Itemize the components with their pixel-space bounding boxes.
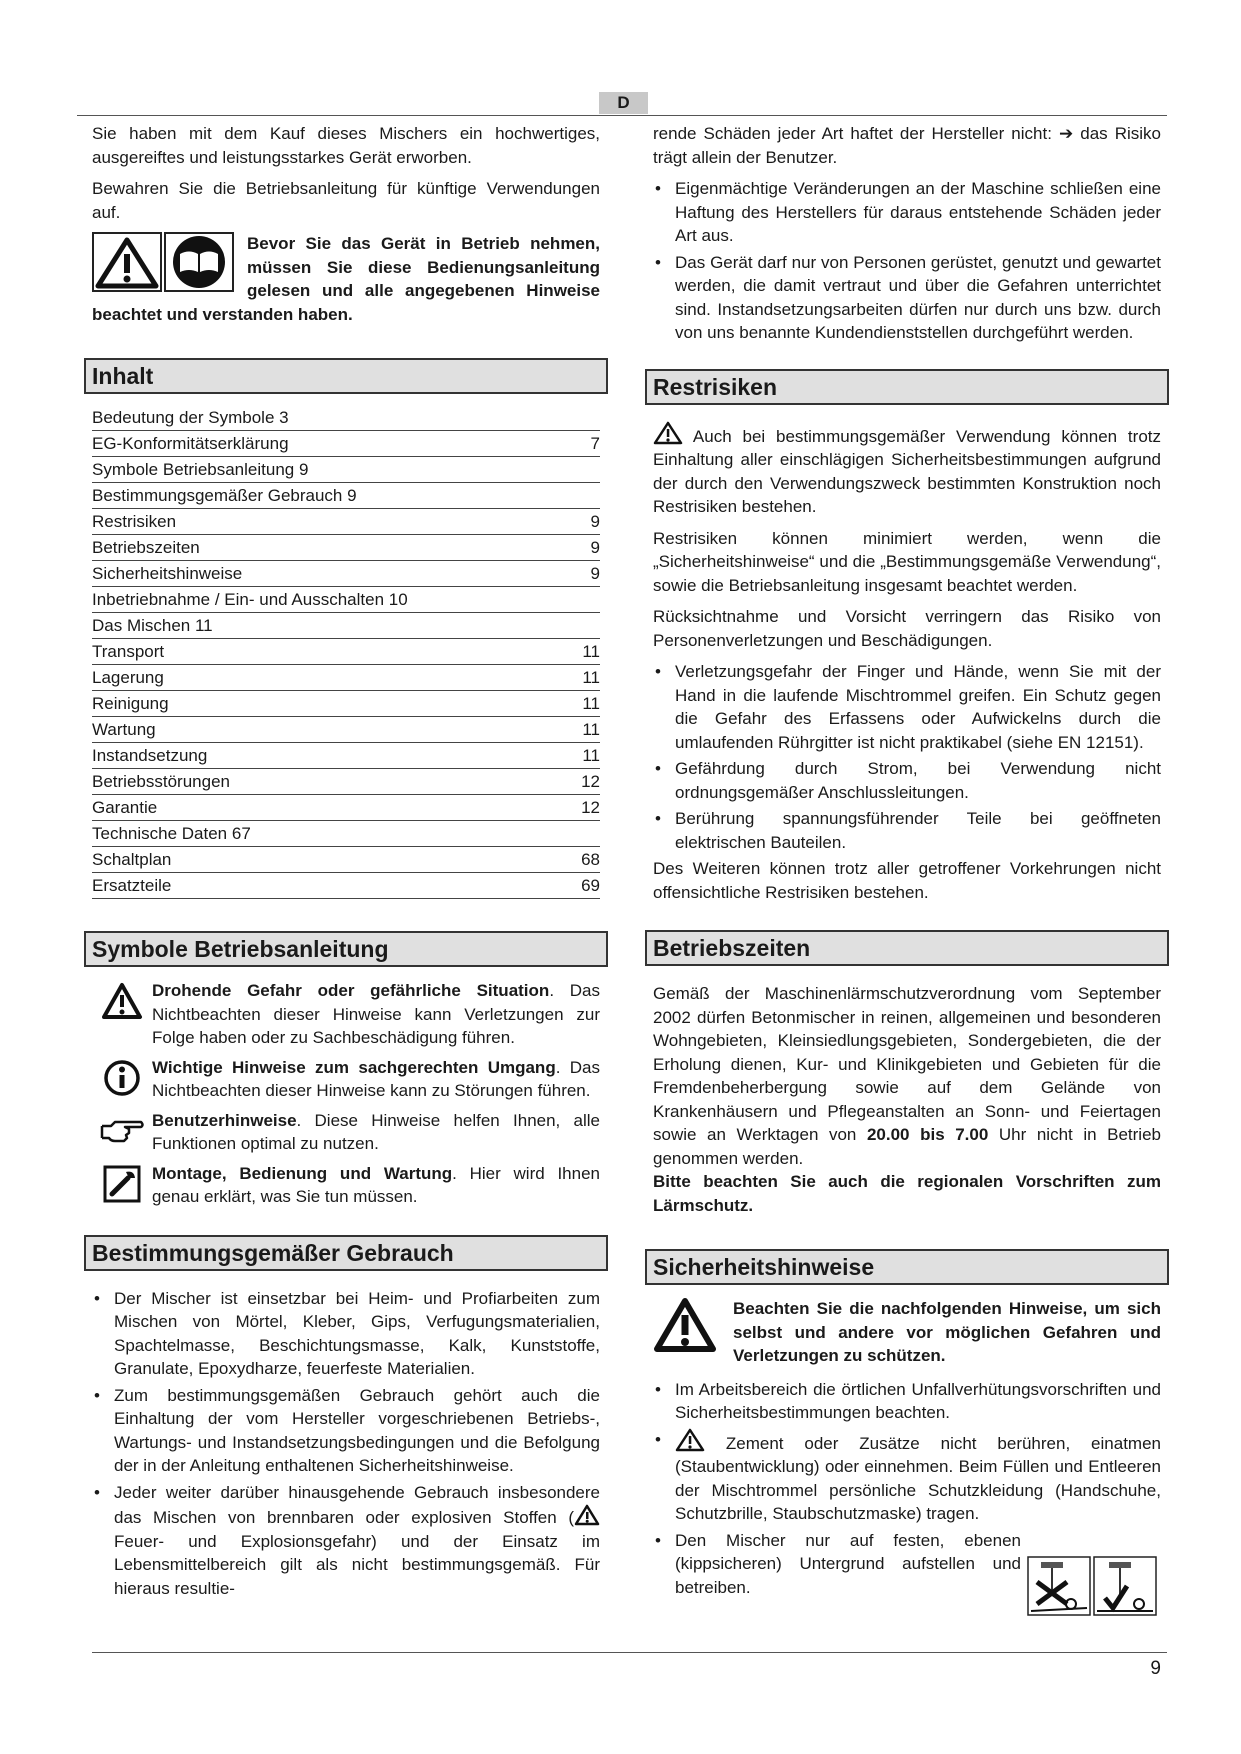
danger-icon <box>675 1428 705 1452</box>
safety-item-1: • Im Arbeitsbereich die örtlichen Unfallverhütungsvorschriften und Sicherheitsbestimmungen beachten. <box>653 1378 1161 1425</box>
toc-label: Instandsetzung <box>92 746 208 765</box>
toc-page: 9 <box>590 538 600 557</box>
toc-page: 11 <box>582 746 600 765</box>
pointing-hand-icon <box>92 1109 152 1153</box>
toc-label: Technische Daten 67 <box>92 824 251 843</box>
safety-warning-text: Beachten Sie die nachfolgenden Hinweise, um sich selbst und andere vor möglichen Gefahren und Verletzungen zu schützen. <box>733 1299 1161 1365</box>
restrisk-list <box>653 660 1161 854</box>
toc-row <box>92 510 600 535</box>
continuation-list <box>653 177 1161 345</box>
toc-page: 9 <box>590 512 600 531</box>
symbol-1-text: . Das Nichtbeachten dieser Hinweise kann Verletzungen zur Folge haben oder zu Sachbeschädigung führen. <box>152 981 600 1047</box>
symbol-3-bold: Benutzerhinweise <box>152 1110 297 1130</box>
toc-row <box>92 406 600 431</box>
toc-page: 12 <box>581 772 600 791</box>
toc-heading: Inhalt <box>84 358 608 394</box>
language-badge: D <box>599 92 648 114</box>
hours-heading: Betriebszeiten <box>645 930 1169 966</box>
use-item-3 <box>92 1481 600 1601</box>
symbols-list <box>92 979 600 1209</box>
symbol-row <box>92 979 600 1050</box>
right-column <box>653 122 1161 1602</box>
footer-rule <box>92 1652 1167 1653</box>
toc-page: 12 <box>581 798 600 817</box>
toc-label: Betriebsstörungen <box>92 772 230 791</box>
toc-row <box>92 432 600 457</box>
toc-row <box>92 692 600 717</box>
continuation-item-1: • Eigenmächtige Veränderungen an der Maschine schließen eine Haftung des Herstellers für daraus entstehende Schäden jeder Art aus. <box>653 177 1161 248</box>
intro-paragraph-2: Bewahren Sie die Betriebsanleitung für künftige Verwendungen auf. <box>92 179 600 222</box>
symbol-2-bold: Wichtige Hinweise zum sachgerechten Umgang <box>152 1057 556 1077</box>
restrisk-item-3: • Berührung spannungsführender Teile bei geöffneten elektrischen Bauteilen. <box>653 807 1161 854</box>
stable-ground-illustration <box>1027 1556 1157 1621</box>
toc-row <box>92 588 600 613</box>
toc-row <box>92 640 600 665</box>
danger-icon <box>653 421 683 445</box>
safety-item-3: • Den Mischer nur auf festen, ebenen (kippsicheren) Untergrund aufstellen und betreiben. <box>653 1529 1161 1600</box>
left-column <box>92 122 600 1603</box>
danger-icon <box>92 979 152 1023</box>
continuation-paragraph: rende Schäden jeder Art haftet der Hersteller nicht: ➔ das Risiko trägt allein der Benutzer. <box>653 124 1161 167</box>
toc-label: Ersatzteile <box>92 876 172 895</box>
toc-label: Transport <box>92 642 165 661</box>
toc-row <box>92 536 600 561</box>
restrisk-heading: Restrisiken <box>645 369 1169 405</box>
toc-row <box>92 744 600 769</box>
toc-label: Reinigung <box>92 694 169 713</box>
toc-list <box>92 406 600 899</box>
toc-page: 7 <box>590 434 600 453</box>
wrench-icon <box>92 1162 152 1206</box>
toc-label: Restrisiken <box>92 512 177 531</box>
toc-label: Sicherheitshinweise <box>92 564 243 583</box>
symbol-3-text: . Diese Hinweise helfen Ihnen, alle Funktionen optimal zu nutzen. <box>152 1110 600 1153</box>
restrisk-item-1: • Verletzungsgefahr der Finger und Hände, wenn Sie mit der Hand in die laufende Mischtrommel greifen. Ein Schutz gegen die Gefahr des Erfassens oder Aufwickelns durch die umlaufenden Rührgitter ist nicht praktikabel (siehe EN 12151). <box>653 660 1161 754</box>
hours-paragraph-1: Gemäß der Maschinenlärmschutzverordnung vom September 2002 dürfen Betonmischer in reinen, allgemeinen und besonderen Wohngebieten, Kleinsiedlungsgebieten, Sondergebieten, die der Erholung dienen, Kur- und Klinikgebieten und Gebieten für die Fremdenbeherbergung sowie auf dem Gelände von Krankenhäusern und Pflegeanstalten an Sonn- und Feiertagen sowie an Werktagen von 20.00 bis 7.00 Uhr nicht in Betrieb genommen werden. <box>653 984 1161 1168</box>
toc-row <box>92 614 600 639</box>
toc-page: 68 <box>581 850 600 869</box>
safety-item-2: • Zement oder Zusätze nicht berühren, einatmen (Staubentwicklung) oder einnehmen. Beim Füllen und Entleeren der Mischtrommel persönliche Schutzkleidung (Handschuhe, Schutzbrille, Staubschutzmaske) tragen. <box>653 1428 1161 1526</box>
hours-paragraph-2: Bitte beachten Sie auch die regionalen Vorschriften zum Lärmschutz. <box>653 1172 1161 1215</box>
page-number: 9 <box>1150 1658 1161 1679</box>
symbol-1-bold: Drohende Gefahr oder gefährliche Situation <box>152 981 550 1000</box>
symbol-row <box>92 1109 600 1156</box>
toc-page: 11 <box>582 642 600 661</box>
danger-icon <box>653 1297 733 1358</box>
warning-read-manual-icons <box>92 232 237 292</box>
use-item-1: • Der Mischer ist einsetzbar bei Heim- und Profiarbeiten zum Mischen von Mörtel, Kleber, Gips, Verfugungsmaterialien, Spachtelmasse, Beschichtungsmasse, Kalk, Kunststoffe, Granulate, Epoxydharze, feuerfeste Materialien. <box>92 1287 600 1381</box>
intro-paragraph-1: Sie haben mit dem Kauf dieses Mischers ein hochwertiges, ausgereiftes und leistungsstarkes Gerät erworben. <box>92 124 600 167</box>
toc-row <box>92 874 600 899</box>
toc-row <box>92 666 600 691</box>
symbol-4-text: . Hier wird Ihnen genau erklärt, was Sie tun müssen. <box>152 1163 600 1206</box>
toc-label: Symbole Betriebsanleitung 9 <box>92 460 309 479</box>
restrisk-item-2: • Gefährdung durch Strom, bei Verwendung nicht ordnungsgemäßer Anschlussleitungen. <box>653 757 1161 804</box>
toc-label: Inbetriebnahme / Ein- und Ausschalten 10 <box>92 590 408 609</box>
toc-row <box>92 770 600 795</box>
toc-row <box>92 796 600 821</box>
continuation-item-2: • Das Gerät darf nur von Personen gerüstet, genutzt und gewartet werden, die damit vertraut und über die Gefahren unterrichtet sind. Instandsetzungsarbeiten dürfen nur durch uns bzw. durch von uns benannte Kundendienststellen durchgeführt werden. <box>653 251 1161 345</box>
intro-warning-block <box>92 232 600 326</box>
toc-row <box>92 484 600 509</box>
toc-row <box>92 822 600 847</box>
symbol-row <box>92 1056 600 1103</box>
use-list <box>92 1287 600 1601</box>
restrisk-paragraph-3: Rücksichtnahme und Vorsicht verringern das Risiko von Personenverletzungen und Beschädigungen. <box>653 607 1161 650</box>
use-item-3-a: Jeder weiter darüber hinausgehende Gebrauch insbesondere das Mischen von brennbaren oder explosiven Stoffen ( <box>114 1482 600 1527</box>
toc-label: Lagerung <box>92 668 164 687</box>
toc-label: Garantie <box>92 798 158 817</box>
safety-heading: Sicherheitshinweise <box>645 1249 1169 1285</box>
toc-page: 69 <box>581 876 600 895</box>
use-heading: Bestimmungsgemäßer Gebrauch <box>84 1235 608 1271</box>
use-item-3-b: Feuer- und Explosionsgefahr) und der Einsatz im Lebensmittelbereich gilt als nicht bestimmungsgemäß. Für hieraus resultie- <box>114 1531 600 1598</box>
intro-warning-text: Bevor Sie das Gerät in Betrieb nehmen, müssen Sie diese Bedienungsanleitung gelesen und alle angegebenen Hinweise beachtet und verstanden haben. <box>92 234 600 324</box>
symbol-2-text: . Das Nichtbeachten dieser Hinweise kann zu Störungen führen. <box>152 1057 600 1100</box>
toc-label: EG-Konformitätserklärung <box>92 434 289 453</box>
toc-page: 9 <box>590 564 600 583</box>
use-item-2: • Zum bestimmungsgemäßen Gebrauch gehört auch die Einhaltung der vom Hersteller vorgeschriebenen Betriebs-, Wartungs- und Instandsetzungsbedingungen und die Befolgung der in der Anleitung enthaltenen Sicherheitshinweise. <box>92 1384 600 1478</box>
toc-row <box>92 718 600 743</box>
toc-page: 11 <box>582 694 600 713</box>
toc-row <box>92 562 600 587</box>
toc-label: Wartung <box>92 720 156 739</box>
toc-label: Das Mischen 11 <box>92 616 213 635</box>
symbols-heading: Symbole Betriebsanleitung <box>84 931 608 967</box>
toc-label: Bestimmungsgemäßer Gebrauch 9 <box>92 486 357 505</box>
toc-label: Bedeutung der Symbole 3 <box>92 408 289 427</box>
toc-row <box>92 458 600 483</box>
header-rule <box>77 115 1167 116</box>
info-icon <box>92 1056 152 1100</box>
symbol-row <box>92 1162 600 1209</box>
symbol-4-bold: Montage, Bedienung und Wartung <box>152 1163 453 1183</box>
toc-row <box>92 848 600 873</box>
restrisk-paragraph-1: Auch bei bestimmungsgemäßer Verwendung können trotz Einhaltung aller einschlägigen Sicherheitsbestimmungen aufgrund der durch den Verwendungszweck bestimmten Konstruktion noch Restrisiken bestehen. <box>653 421 1161 519</box>
toc-page: 11 <box>582 720 600 739</box>
danger-icon <box>574 1504 600 1526</box>
safety-warning-block <box>653 1297 1161 1368</box>
toc-page: 11 <box>582 668 600 687</box>
restrisk-paragraph-2: Restrisiken können minimiert werden, wenn die „Sicherheitshinweise“ und die „Bestimmungsgemäße Verwendung“, sowie die Betriebsanleitung insgesamt beachtet werden. <box>653 528 1161 595</box>
toc-label: Betriebszeiten <box>92 538 200 557</box>
warning-icon <box>92 232 237 292</box>
restrisk-paragraph-4: Des Weiteren können trotz aller getroffener Vorkehrungen nicht offensichtliche Restrisiken bestehen. <box>653 859 1161 902</box>
toc-label: Schaltplan <box>92 850 172 869</box>
